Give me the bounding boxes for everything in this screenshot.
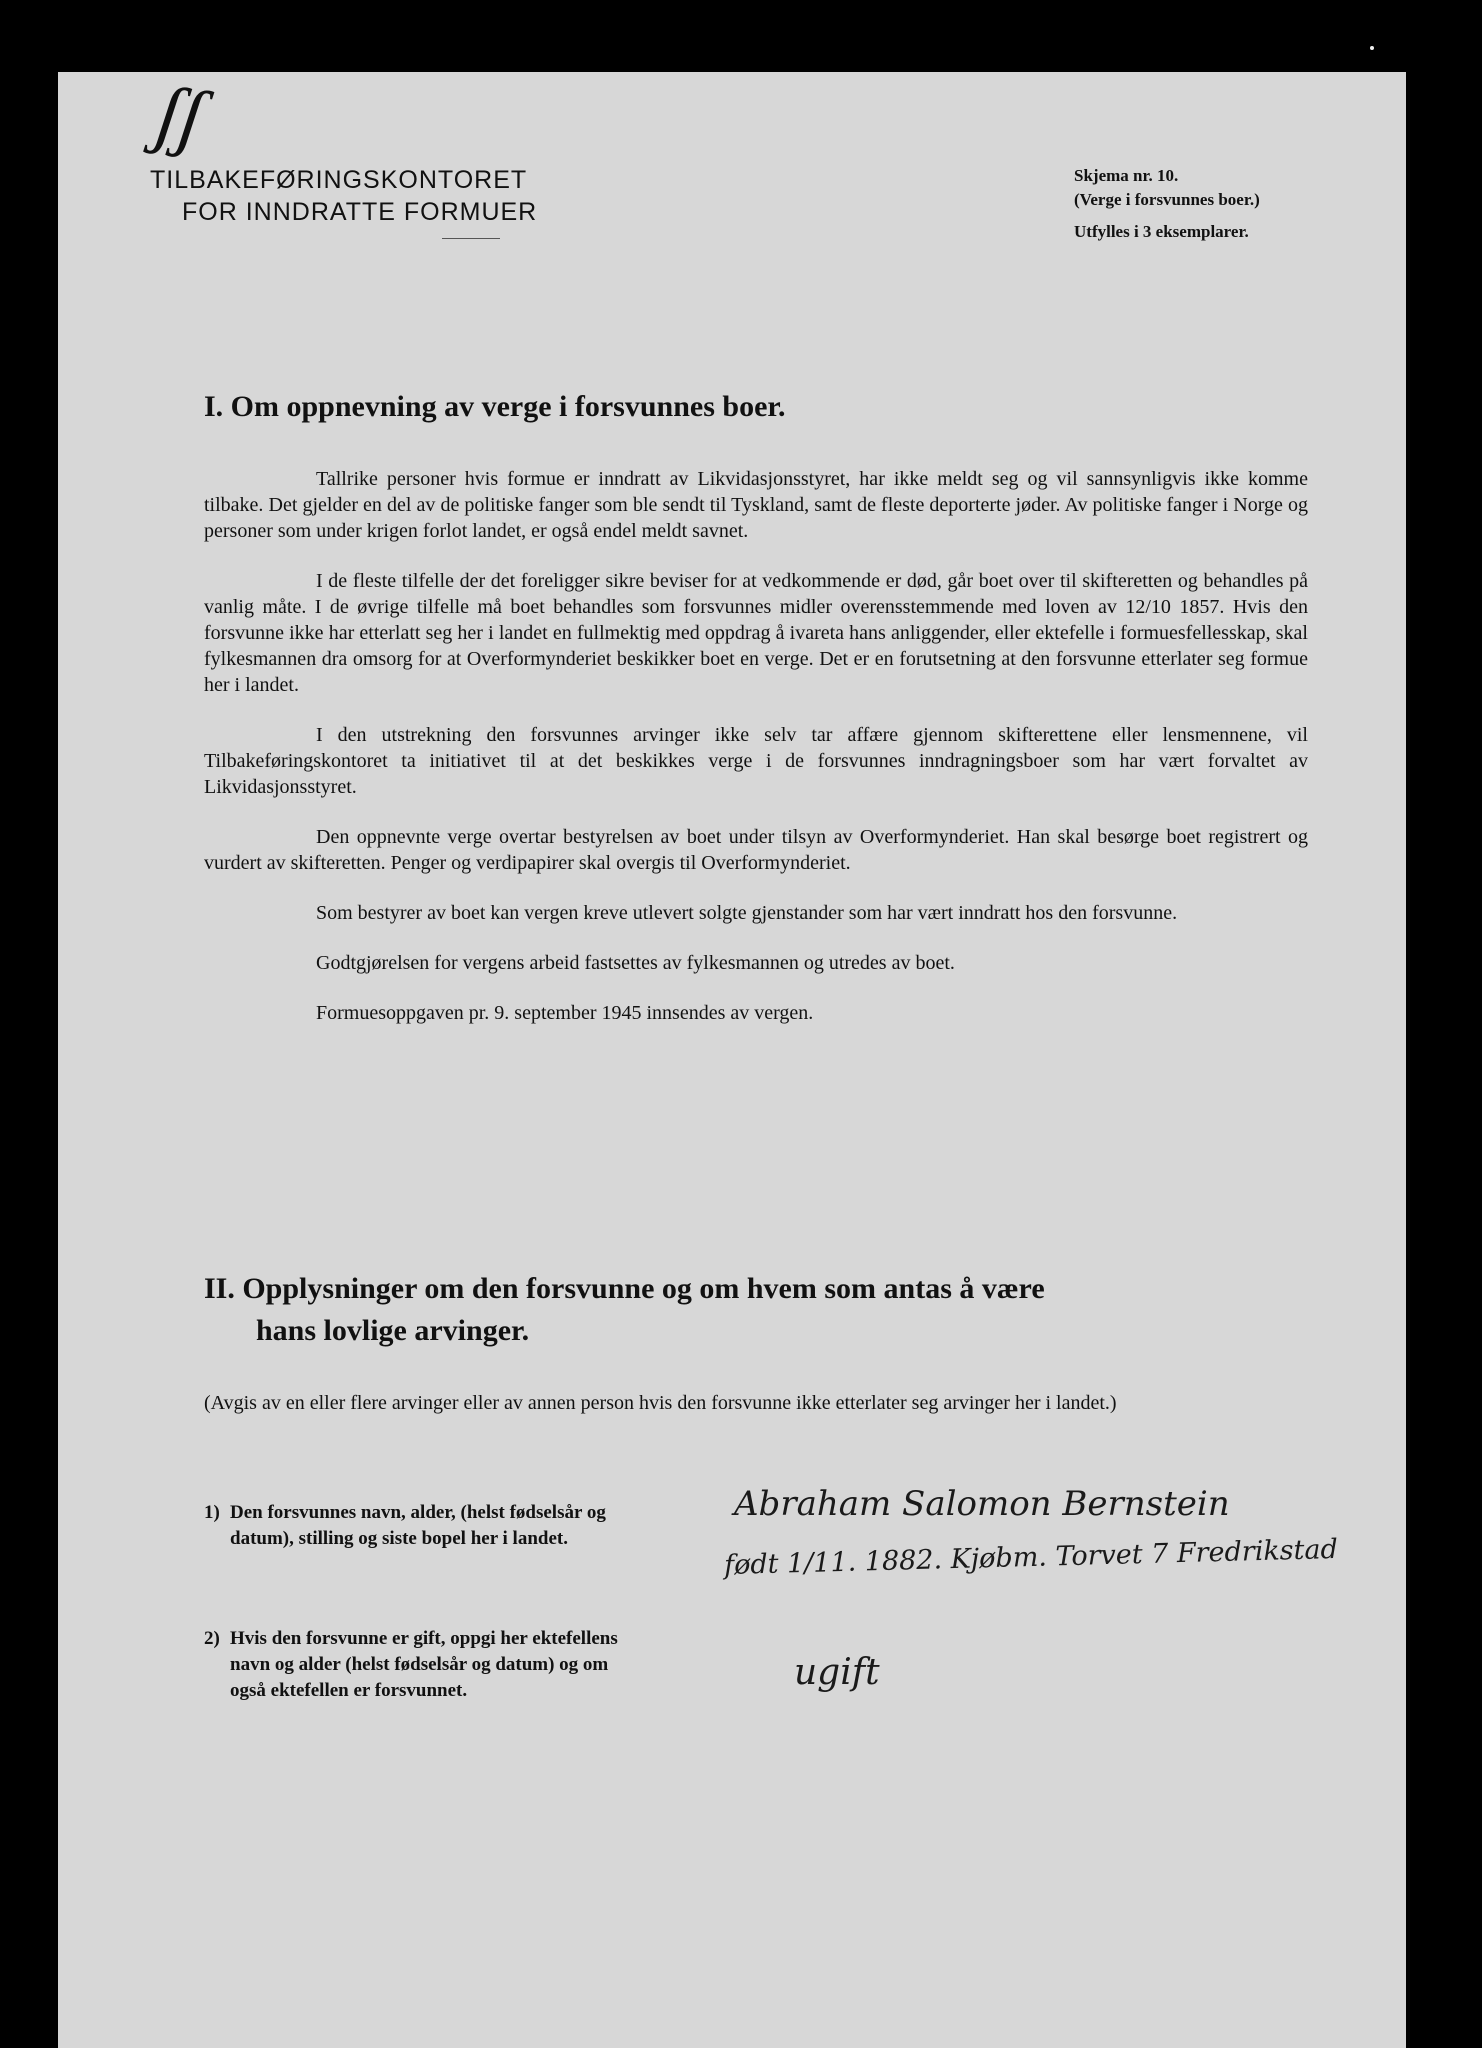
paragraph: Godtgjørelsen for vergens arbeid fastsettes av fylkesmannen og utredes av boet. [316, 952, 955, 974]
paragraph: I den utstrekning den forsvunnes arvinger ikke selv tar affære gjennom skifterettene eller lensmennene, vil Tilbakeføringskontoret ta initiativet til at det beskikkes verge i de forsvunnes inndragningsboer som har vært forvaltet av Likvidasjonsstyret. [204, 724, 1308, 798]
paragraph: Den oppnevnte verge overtar bestyrelsen av boet under tilsyn av Overformynderiet. Han skal besørge boet registrert og vurdert av skifteretten. Penger og verdipapirer skal overgis til Overformynderiet. [204, 826, 1308, 874]
office-header [150, 164, 670, 239]
scan-speck [1370, 46, 1374, 50]
handwritten-mark: ʃʃ [152, 68, 209, 161]
section-2-note: (Avgis av en eller flere arvinger eller av annen person hvis den forsvunne ikke etterlater seg arvinger her i landet.) [204, 1392, 1117, 1414]
question-2 [204, 1626, 624, 1704]
question-1 [204, 1500, 624, 1552]
section-1-heading: I. Om oppnevning av verge i forsvunnes boer. [204, 390, 786, 423]
paragraph: Formuesoppgaven pr. 9. september 1945 innsendes av vergen. [316, 1002, 814, 1024]
question-text: Hvis den forsvunne er gift, oppgi her ektefellens navn og alder (helst fødselsår og datum) og om også ektefellen er forsvunnet. [230, 1628, 618, 1701]
office-subtitle: FOR INNDRATTE FORMUER [182, 198, 538, 226]
form-subtitle: (Verge i forsvunnes boer.) [1074, 190, 1260, 209]
section-1-body [204, 466, 1308, 1026]
section-2-heading-line1: II. Opplysninger om den forsvunne og om hvem som antas å være [204, 1272, 1045, 1305]
section-2-heading-line2: hans lovlige arvinger. [256, 1314, 530, 1347]
question-number: 1) [204, 1502, 220, 1523]
handwritten-answer-name: Abraham Salomon Bernstein [734, 1484, 1230, 1524]
paragraph: I de fleste tilfelle der det foreligger sikre beviser for at vedkommende er død, går boet over til skifteretten og behandles på vanlig måte. I de øvrige tilfelle må boet behandles som forsvunnes midler overensstemmende med loven av 12/10 1857. Hvis den forsvunne ikke har etterlatt seg her i landet en fullmektig med oppdrag å ivareta hans anliggender, eller ektefelle i formuesfellesskap, skal fylkesmannen dra omsorg for at Overformynderiet beskikker boet en verge. Det er en forutsetning at den forsvunne etterlater seg formue her i landet. [204, 570, 1308, 696]
question-number: 2) [204, 1628, 220, 1649]
form-page [58, 68, 1406, 2048]
header-divider [442, 238, 500, 239]
paragraph: Som bestyrer av boet kan vergen kreve utlevert solgte gjenstander som har vært inndratt hos den forsvunne. [316, 902, 1178, 924]
office-name: TILBAKEFØRINGSKONTORET [150, 166, 528, 194]
handwritten-answer-details: født 1/11. 1882. Kjøbm. Torvet 7 Fredrikstad [723, 1533, 1339, 1582]
question-text: Den forsvunnes navn, alder, (helst fødselsår og datum), stilling og siste bopel her i landet. [230, 1502, 606, 1549]
paragraph: Tallrike personer hvis formue er inndratt av Likvidasjonsstyret, har ikke meldt seg og vil sannsynligvis ikke komme tilbake. Det gjelder en del av de politiske fanger som ble sendt til Tyskland, samt de fleste deporterte jøder. Av politiske fanger i Norge og personer som under krigen forlot landet, er også endel meldt savnet. [204, 468, 1308, 542]
form-info [1074, 164, 1394, 244]
section-2-heading [204, 1268, 1204, 1352]
form-number: Skjema nr. 10. [1074, 166, 1179, 185]
copies-note: Utfylles i 3 eksemplarer. [1074, 222, 1249, 241]
handwritten-answer-marital: ugift [794, 1652, 880, 1693]
